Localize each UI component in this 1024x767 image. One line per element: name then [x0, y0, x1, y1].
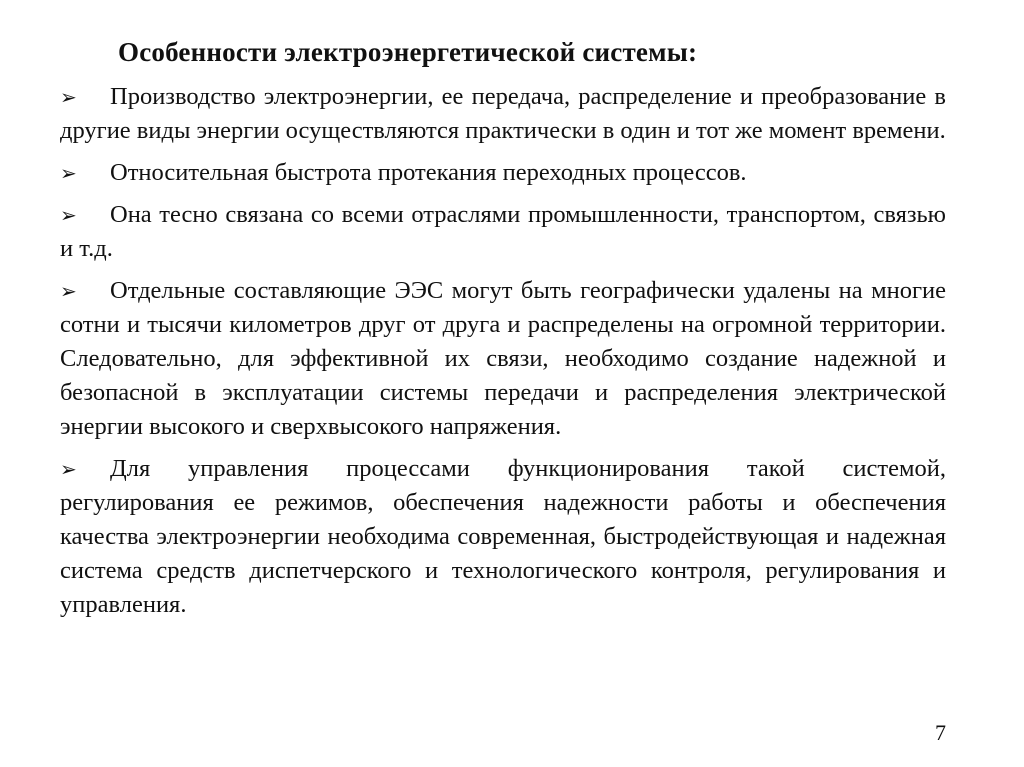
list-item	[60, 274, 946, 444]
list-item-text: Относительная быстрота протекания переходных процессов.	[110, 159, 747, 186]
list-item-text: Отдельные составляющие ЭЭС могут быть географически удалены на многие сотни и тысячи километров друг от друга и распределены на огромной территории. Следовательно, для эффективной их связи, необходимо создание надежной и безопасной в эксплуатации системы передачи и распределения электрической энергии высокого и сверхвысокого напряжения.	[60, 277, 946, 440]
arrow-bullet-icon: ➢	[60, 161, 77, 185]
arrow-bullet-icon: ➢	[60, 457, 77, 481]
list-item-text: Она тесно связана со всеми отраслями промышленности, транспортом, связью и т.д.	[60, 201, 946, 262]
arrow-bullet-icon: ➢	[60, 279, 77, 303]
list-item-text: Производство электроэнергии, ее передача, распределение и преобразование в другие виды энергии осуществляются практически в один и тот же момент времени.	[60, 83, 946, 144]
list-item-text: Для управления процессами функционирования такой системой, регулирования ее режимов, обеспечения надежности работы и обеспечения качества электроэнергии необходима современная, быстродействующая и надежная система средств диспетчерского и технологического контроля, регулирования и управления.	[60, 455, 946, 618]
arrow-bullet-icon: ➢	[60, 203, 77, 227]
arrow-bullet-icon: ➢	[60, 85, 77, 109]
slide-title: Особенности электроэнергетической системы:	[118, 37, 698, 67]
slide-content	[60, 32, 946, 630]
list-item	[60, 452, 946, 622]
list-item	[60, 80, 946, 148]
bullet-list	[60, 80, 946, 622]
page-number: 7	[935, 720, 946, 745]
list-item	[60, 198, 946, 266]
list-item	[60, 156, 946, 190]
